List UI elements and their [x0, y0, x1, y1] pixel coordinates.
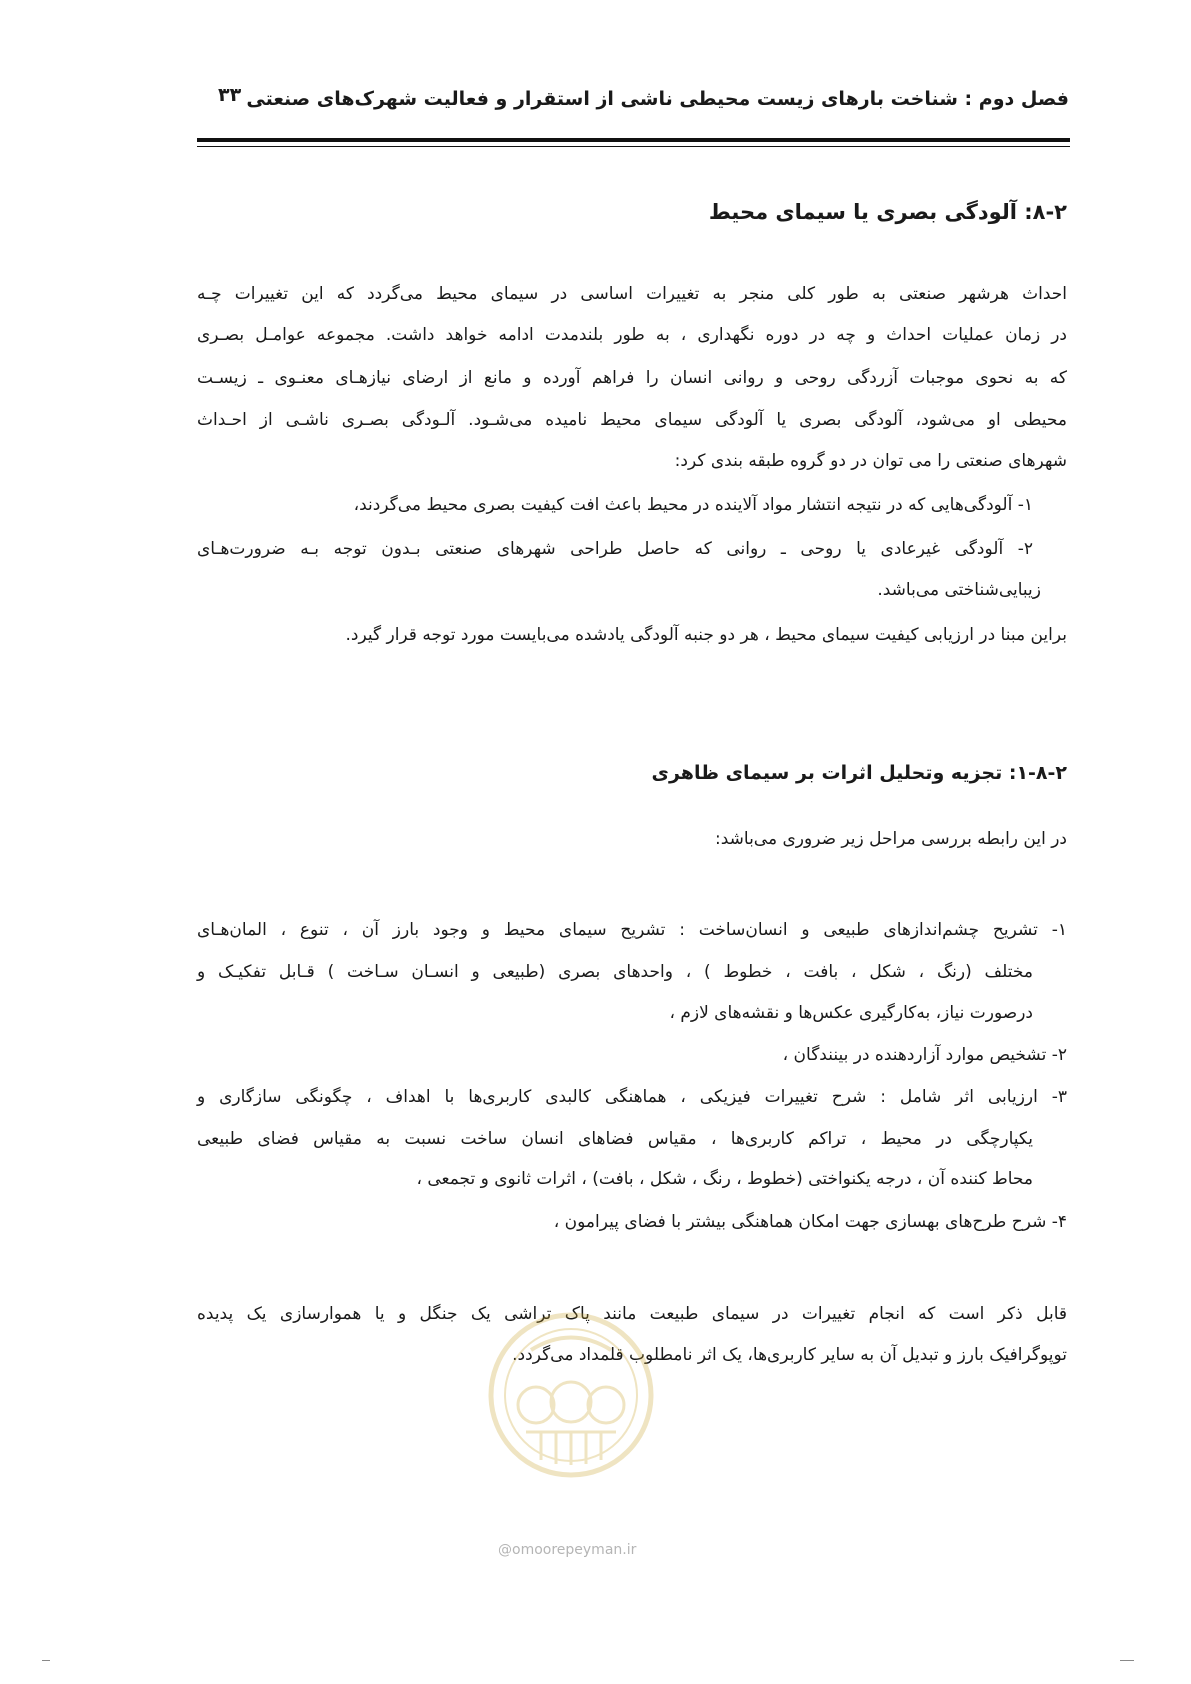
list-item: ۴- شرح طرح‌های بهسازی جهت امکان هماهنگی بیشتر با فضای پیرامون ، — [553, 1212, 1067, 1232]
list-item: ۱- تشریح چشم‌اندازهای طبیعی و انسان‌ساخت : تشریح سیمای محیط و وجود بارز آن ، تنوع ، المان‌هـای — [197, 920, 1067, 940]
paragraph-line: محیطی او می‌شود، آلودگی بصری یا آلودگی سیمای محیط نامیده می‌شـود. آلـودگی بصـری ناشـی از احـداث — [197, 410, 1067, 430]
list-item-continuation: مختلف (رنگ ، شکل ، بافت ، خطوط ) ، واحدهای بصری (طبیعی و انسـان سـاخت ) قـابل تفکیـک و — [197, 962, 1033, 982]
subsection-heading: ۱-۸-۲: تجزیه وتحلیل اثرات بر سیمای ظاهری — [651, 762, 1067, 784]
running-header: فصل دوم : شناخت بارهای زیست محیطی ناشی از استقرار و فعالیت شهرک‌های صنعتی — [246, 88, 1069, 110]
list-item: ۳- ارزیابی اثر شامل : شرح تغییرات فیزیکی ، هماهنگی کالبدی کاربری‌ها با اهداف ، چگونگی سازگاری و — [197, 1087, 1067, 1107]
list-item: ۲- آلودگی غیرعادی یا روحی ـ روانی که حاصل طراحی شهرهای صنعتی بـدون توجه بـه ضرورت‌هـای — [197, 539, 1033, 559]
page-number: ۳۳ — [218, 84, 242, 106]
corner-mark — [1120, 1660, 1134, 1661]
header-rule-thin — [197, 146, 1070, 147]
section-heading: ۸-۲: آلودگی بصری یا سیمای محیط — [708, 200, 1067, 224]
paragraph-line: شهرهای صنعتی را می توان در دو گروه طبقه بندی کرد: — [674, 451, 1067, 471]
list-item-continuation: محاط کننده آن ، درجه یکنواختی (خطوط ، رنگ ، شکل ، بافت) ، اثرات ثانوی و تجمعی ، — [416, 1169, 1033, 1189]
corner-mark — [42, 1660, 50, 1661]
conclusion-line: براین مبنا در ارزیابی کیفیت سیمای محیط ، هر دو جنبه آلودگی یادشده می‌بایست مورد توجه قرار گیرد. — [345, 625, 1067, 645]
header-rule — [197, 138, 1070, 142]
list-item-continuation: درصورت نیاز، به‌کارگیری عکس‌ها و نقشه‌های لازم ، — [669, 1003, 1033, 1023]
list-item: ۱- آلودگی‌هایی که در نتیجه انتشار مواد آلاینده در محیط باعث افت کیفیت بصری محیط می‌گردند، — [353, 495, 1033, 515]
closing-line: توپوگرافیک بارز و تبدیل آن به سایر کاربری‌ها، یک اثر نامطلوب قلمداد می‌گردد. — [512, 1345, 1067, 1365]
subsection-lead: در این رابطه بررسی مراحل زیر ضروری می‌باشد: — [715, 829, 1067, 849]
watermark-url: @omoorepeyman.ir — [498, 1542, 637, 1558]
list-item: ۲- تشخیص موارد آزاردهنده در بینندگان ، — [782, 1045, 1067, 1065]
paragraph-line: در زمان عملیات احداث و چه در دوره نگهداری ، به طور بلندمدت ادامه خواهد داشت. مجموعه عوامـل بصـری — [197, 325, 1067, 345]
stamp-logo — [486, 1310, 656, 1480]
paragraph-line: احداث هرشهر صنعتی به طور کلی منجر به تغییرات اساسی در سیمای محیط می‌گردد که این تغییرات چـه — [197, 284, 1067, 304]
list-item-continuation: یکپارچگی در محیط ، تراکم کاربری‌ها ، مقیاس فضاهای انسان ساخت نسبت به مقیاس فضای طبیعی — [197, 1129, 1033, 1149]
paragraph-line: که به نحوی موجبات آزردگی روحی و روانی انسان را فراهم آورده و مانع از ارضای نیازهـای معنـوی ـ زیسـت — [197, 368, 1067, 388]
closing-line: قابل ذکر است که انجام تغییرات در سیمای طبیعت مانند پاک تراشی یک جنگل و یا هموارسازی یک پدیده — [197, 1304, 1067, 1324]
list-item-continuation: زیبایی‌شناختی می‌باشد. — [877, 580, 1041, 600]
